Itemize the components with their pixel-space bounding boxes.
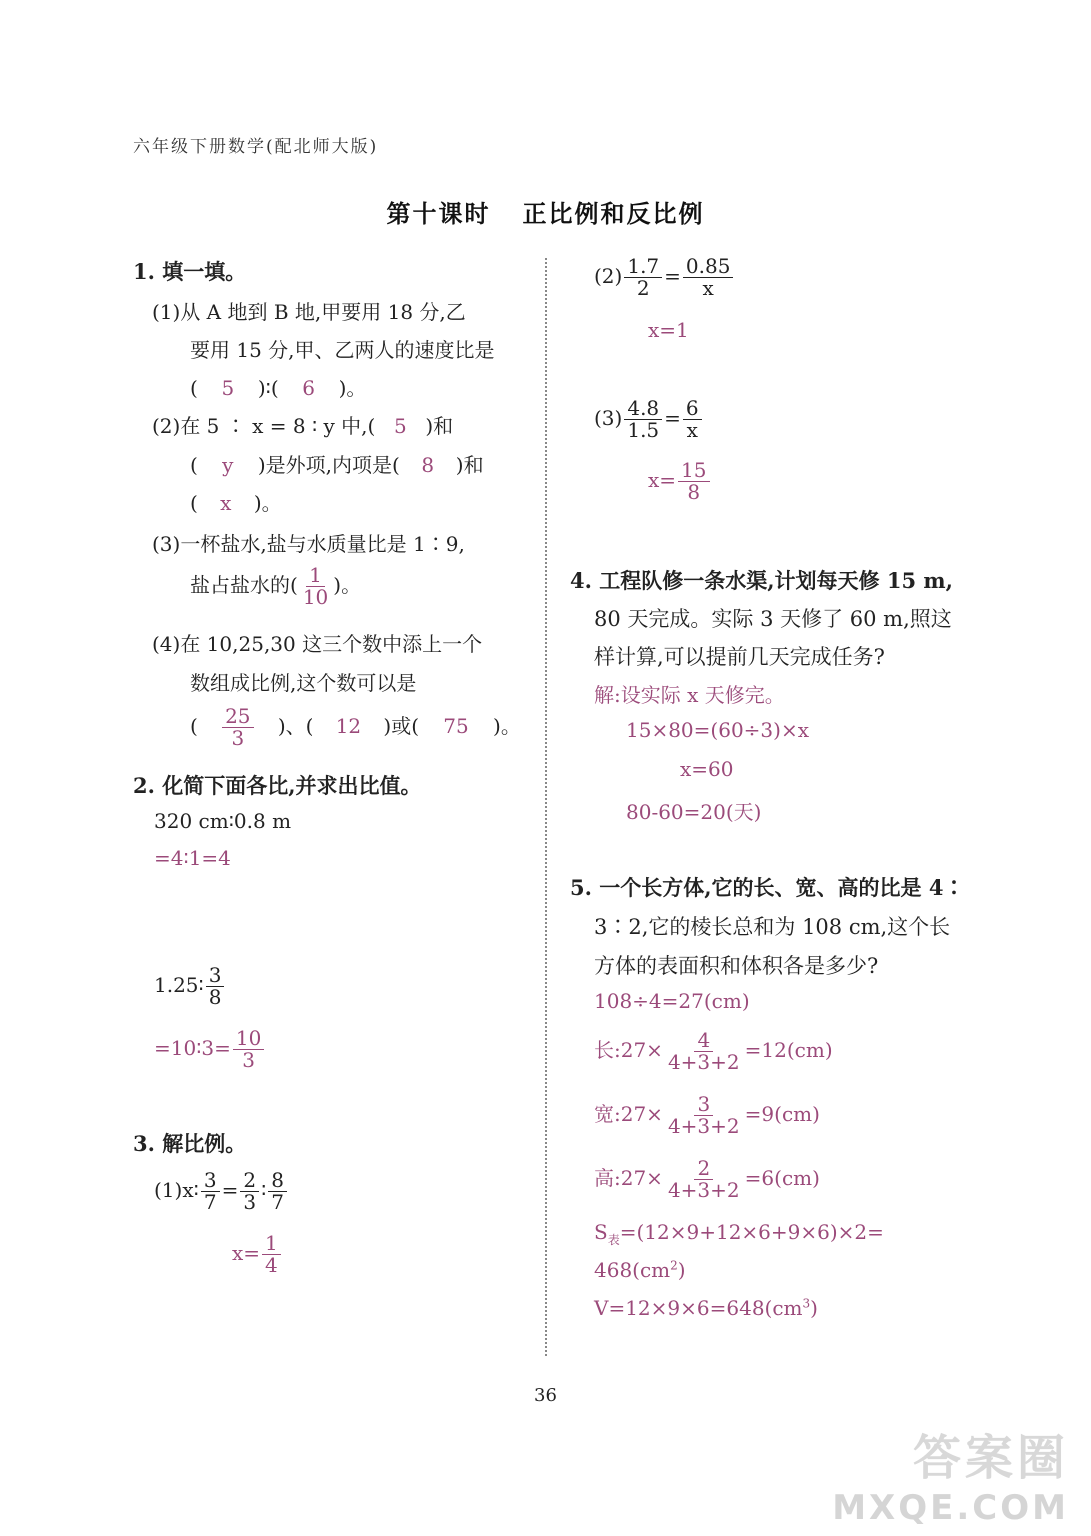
q1-p2-answer-2: y xyxy=(222,453,234,477)
q1-p4-line3: ( $\frac{25}{3}$ )、( 12 )或( 75 )。 xyxy=(190,704,521,750)
q5-width: 宽:27× $\frac{3}{4+3+2}$ =9(cm) xyxy=(594,1092,820,1138)
lesson-topic: 正比例和反比例 xyxy=(522,199,705,228)
q3-p2-answer: x=1 xyxy=(648,318,689,342)
q2-expression-2: 1.25∶ $\frac{3}{8}$ xyxy=(154,965,226,1008)
q4-solution-3: x=60 xyxy=(680,757,734,781)
q1-p4-answer-2: 12 xyxy=(335,714,362,738)
q2-expression-1: 320 cm∶0.8 m xyxy=(154,809,292,833)
q3-p3-answer: x= $\frac{15}{8}$ xyxy=(648,460,712,503)
q3-heading: 3. 解比例。 xyxy=(133,1131,247,1156)
q1-p4-line2: 数组成比例,这个数可以是 xyxy=(190,671,417,695)
q5-line-2: 3∶2,它的棱长总和为 108 cm,这个长 xyxy=(594,915,951,939)
q5-line-3: 方体的表面积和体积各是多少? xyxy=(594,954,879,978)
q1-p4-answer-3: 75 xyxy=(443,714,469,738)
q1-p1-line2: 要用 15 分,甲、乙两人的速度比是 xyxy=(190,338,495,362)
q1-p4-line1: (4)在 10,25,30 这三个数中添上一个 xyxy=(152,632,483,656)
running-header: 六年级下册数学(配北师大版) xyxy=(133,137,379,157)
q4-solution-2: 15×80=(60÷3)×x xyxy=(626,718,809,742)
q2-answer-2: =10∶3= $\frac{10}{3}$ xyxy=(154,1028,266,1071)
q1-p2-line3: ( x )。 xyxy=(190,491,282,515)
watermark-logo xyxy=(832,1419,1069,1528)
q1-p2-answer-1: 5 xyxy=(393,414,407,438)
column-divider xyxy=(545,258,547,1356)
q5-volume: $V=12\times 9\times 6=648(cm^3)$ xyxy=(594,1296,818,1320)
q3-p2-equation: (2) $\frac{1.7}{2}$ = $\frac{0.85}{x}$ xyxy=(594,256,735,299)
q4-solution-1: 解:设实际 x 天修完。 xyxy=(594,683,785,707)
q4-line-3: 样计算,可以提前几天完成任务? xyxy=(594,645,885,669)
watermark-cn: 答案圈 xyxy=(912,1430,1069,1486)
q5-length: 长:27× $\frac{4}{4+3+2}$ =12(cm) xyxy=(594,1028,833,1074)
q1-p1-line1: (1)从 A 地到 B 地,甲要用 18 分,乙 xyxy=(152,300,466,324)
q1-p1-answer-1: 5 xyxy=(221,376,235,400)
q1-heading: 1. 填一填。 xyxy=(133,259,247,284)
page-number: 36 xyxy=(534,1385,557,1406)
q1-p2-answer-4: x xyxy=(220,491,232,515)
lesson-number: 第十课时 xyxy=(386,199,491,228)
q5-surface-area: $S_表=(12\times 9+12\times 6+9\times 6)\times 2=$ xyxy=(594,1220,884,1247)
q2-answer-1: =4∶1=4 xyxy=(154,846,231,870)
q1-p3-line2: 盐占盐水的( $\frac{1}{10}$ )。 xyxy=(190,563,362,609)
q5-solution-1: 108÷4=27(cm) xyxy=(594,989,750,1013)
q1-p3-line1: (3)一杯盐水,盐与水质量比是 1∶9, xyxy=(152,532,465,556)
watermark-en: MXQE.COM xyxy=(832,1488,1069,1528)
q4-solution-4: 80-60=20(天) xyxy=(626,800,762,824)
q2-heading: 2. 化简下面各比,并求出比值。 xyxy=(133,773,422,798)
q1-p3-answer-fraction: $\frac{1}{10}$ xyxy=(302,563,329,609)
q1-p2-line2: ( y )是外项,内项是( 8 )和 xyxy=(190,453,484,477)
q5-height: 高:27× $\frac{2}{4+3+2}$ =6(cm) xyxy=(594,1156,820,1202)
q5-line-1: 5. 一个长方体,它的长、宽、高的比是 4∶ xyxy=(570,875,965,900)
q3-p1-answer: x= $\frac{1}{4}$ xyxy=(232,1233,283,1276)
q4-line-1: 4. 工程队修一条水渠,计划每天修 15 m, xyxy=(570,568,953,593)
q3-p3-equation: (3) $\frac{4.8}{1.5}$ = $\frac{6}{x}$ xyxy=(594,398,704,441)
q1-p1-line3: ( 5 )∶( 6 )。 xyxy=(190,376,367,400)
q3-p1-equation: (1)x∶ $\frac{3}{7}$ = $\frac{2}{3}$ ∶ $\frac{8}{7}$ xyxy=(154,1170,289,1213)
lesson-title xyxy=(0,194,1091,229)
q1-p4-answer-1: $\frac{25}{3}$ xyxy=(222,706,253,749)
q1-p2-answer-3: 8 xyxy=(421,453,435,477)
q1-p1-answer-2: 6 xyxy=(302,376,315,400)
q1-p2-line1: (2)在 5 ∶ x = 8 ∶ y 中,( 5 )和 xyxy=(152,414,454,438)
q5-surface-area-result: $468(cm^2)$ xyxy=(594,1258,686,1282)
q4-line-2: 80 天完成。实际 3 天修了 60 m,照这 xyxy=(594,607,952,631)
